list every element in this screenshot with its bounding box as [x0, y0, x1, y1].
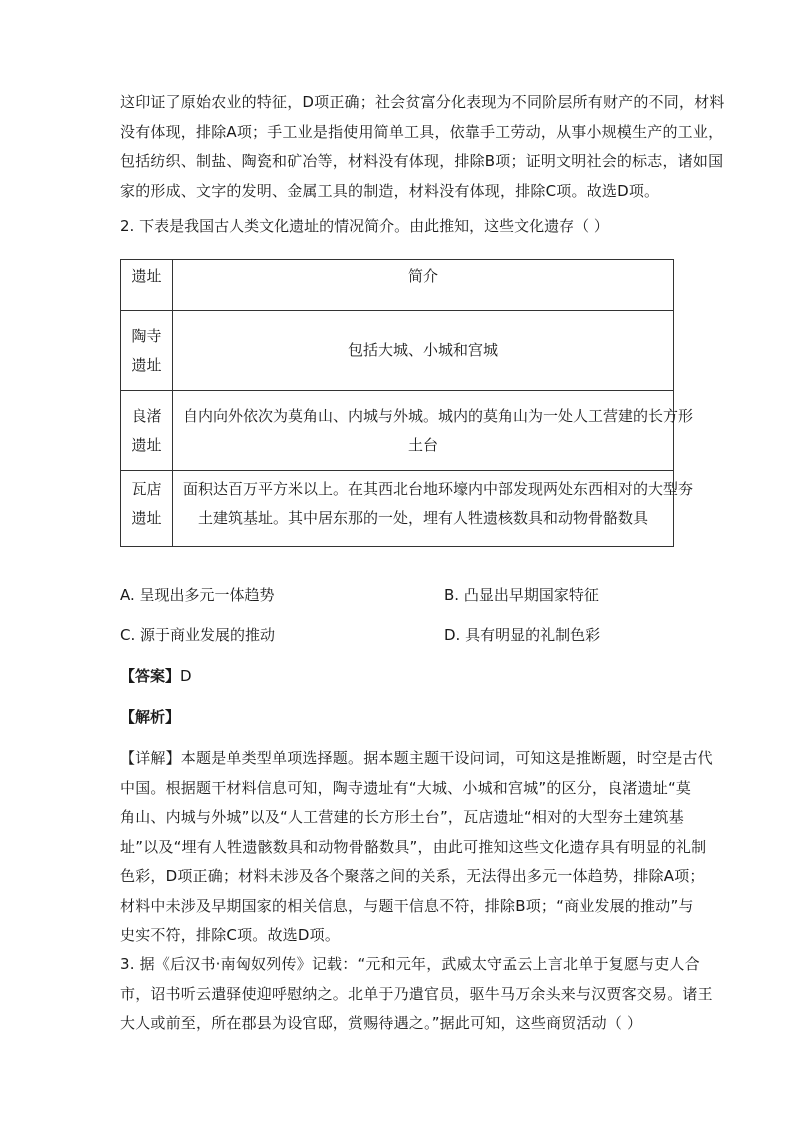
site-name-line: 遗址	[131, 355, 162, 374]
text-line: 包括纺织、制盐、陶瓷和矿冶等，材料没有体现，排除B项；证明文明社会的标志，诸如国	[120, 152, 724, 170]
text-line: 市，诏书听云遣驿使迎呼慰纳之。北单于乃遣官员，驱牛马万余头来与汉贾客交易。诸王	[120, 984, 713, 1003]
question-2-stem: 2. 下表是我国古人类文化遗址的情况简介。由此推知，这些文化遗存（ ）	[120, 217, 609, 235]
site-description	[173, 311, 674, 391]
text-line: 没有体现，排除A项；手工业是指使用简单工具，依靠手工劳动，从事小规模生产的工业，	[120, 122, 724, 141]
header-site: 遗址	[121, 260, 173, 311]
option-a: A. 呈现出多元一体趋势	[120, 586, 275, 604]
site-name	[121, 471, 173, 547]
site-description	[173, 391, 694, 471]
text-line: 这印证了原始农业的特征，D项正确；社会贫富分化表现为不同阶层所有财产的不同，材料	[120, 93, 725, 111]
text-line: 色彩，D项正确；材料未涉及各个聚落之间的关系，无法得出多元一体趋势，排除A项；	[120, 867, 705, 885]
text-line: 大人或前至，所在郡县为设官邸，赏赐待遇之。”据此可知，这些商贸活动（ ）	[120, 1014, 643, 1032]
site-name-line: 遗址	[131, 435, 162, 454]
description-line: 土建筑基址。其中居东那的一处，埋有人牲遗核数具和动物骨骼数具	[197, 509, 648, 527]
site-name-line: 良渚	[131, 406, 162, 425]
text-line: 址”以及“埋有人牲遗骸数具和动物骨骼数具”，由此可推知这些文化遗存具有明显的礼制	[120, 837, 707, 856]
answer-line	[120, 665, 192, 687]
site-name-line: 陶寺	[131, 326, 162, 345]
question-3-stem	[120, 950, 713, 1039]
text-line: 家的形成、文字的发明、金属工具的制造，材料没有体现，排除C项。故选D项。	[120, 181, 660, 200]
table-row	[121, 471, 674, 547]
site-name	[121, 391, 173, 471]
prev-answer-explanation	[120, 88, 725, 206]
sites-table	[120, 259, 694, 547]
table-row	[121, 391, 674, 471]
detail-explanation	[120, 744, 713, 951]
text-line: 角山、内城与外城”以及“人工营建的长方形土台”，瓦店遗址“相对的大型夯土建筑基	[120, 808, 684, 826]
site-name-line: 遗址	[131, 509, 162, 527]
site-name	[121, 311, 173, 391]
table-row	[121, 311, 674, 391]
option-c: C. 源于商业发展的推动	[120, 626, 276, 644]
text-line: 【详解】本题是单类型单项选择题。据本题主题干设问词，可知这是推断题，时空是古代	[120, 749, 713, 767]
header-description: 简介	[173, 260, 674, 311]
site-description	[173, 471, 694, 547]
option-d: D. 具有明显的礼制色彩	[444, 626, 601, 644]
answer-tag: 【答案】	[120, 667, 181, 685]
analysis-tag: 【解析】	[120, 708, 181, 726]
table-header-row	[121, 260, 674, 311]
option-b: B. 凸显出早期国家特征	[444, 586, 599, 604]
text-line: 中国。根据题干材料信息可知，陶寺遗址有“大城、小城和宫城”的区分，良渚遗址“莫	[120, 778, 692, 797]
description-line: 面积达百万平方米以上。在其西北台地环壕内中部发现两处东西相对的大型夯	[183, 480, 694, 498]
text-line: 材料中未涉及早期国家的相关信息，与题干信息不符，排除B项；“商业发展的推动”与	[120, 896, 694, 915]
description-line: 土台	[407, 435, 438, 454]
description-line: 包括大城、小城和宫城	[347, 341, 498, 359]
text-line: 3. 据《后汉书·南匈奴列传》记载：“元和元年，武威太守孟云上言北单于复愿与吏人合	[120, 955, 700, 973]
answer-value: D	[180, 667, 192, 685]
description-line: 自内向外依次为莫角山、内城与外城。城内的莫角山为一处人工营建的长方形	[183, 406, 694, 425]
text-line: 史实不符，排除C项。故选D项。	[120, 926, 341, 944]
site-name-line: 瓦店	[131, 480, 162, 498]
